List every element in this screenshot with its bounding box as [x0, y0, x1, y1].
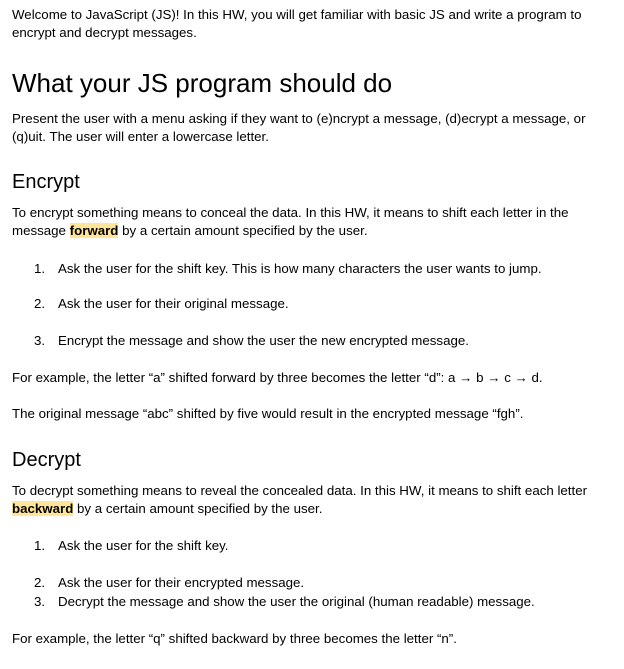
step-text: Ask the user for their encrypted message. — [58, 575, 305, 590]
encrypt-example-2: The original message “abc” shifted by five would result in the encrypted message “fgh”. — [12, 406, 524, 421]
step-text: Decrypt the message and show the user the original (human readable) message. — [58, 594, 535, 609]
decrypt-example-1: For example, the letter “q” shifted backward by three becomes the letter “n”. — [12, 631, 457, 646]
encrypt-example-1: For example, the letter “a” shifted forward by three becomes the letter “d”: a → b → c → d. — [12, 370, 543, 385]
decrypt-description — [12, 482, 612, 518]
intro-paragraph: Welcome to JavaScript (JS)! In this HW, you will get familiar with basic JS and write a program to encrypt and decrypt messages. — [12, 7, 582, 40]
step-number: 1. — [34, 261, 46, 276]
step-number: 2. — [34, 575, 46, 590]
encrypt-desc-end: by a certain amount specified by the user. — [118, 223, 368, 238]
menu-paragraph: Present the user with a menu asking if they want to (e)ncrypt a message, (d)ecrypt a message, or (q)uit. The user will enter a lowercase letter. — [12, 111, 586, 144]
decrypt-step-3 — [34, 593, 604, 611]
encrypt-step-3 — [34, 332, 604, 350]
decrypt-heading: Decrypt — [12, 449, 81, 471]
decrypt-step-2 — [34, 574, 604, 592]
encrypt-description — [12, 204, 612, 240]
decrypt-desc-text: To decrypt something means to reveal the concealed data. In this HW, it means to shift each letter — [12, 483, 588, 498]
encrypt-heading: Encrypt — [12, 171, 80, 193]
decrypt-step-1 — [34, 537, 604, 555]
decrypt-desc-end: by a certain amount specified by the user. — [73, 501, 323, 516]
step-number: 3. — [34, 594, 46, 609]
step-number: 3. — [34, 333, 46, 348]
step-number: 2. — [34, 296, 46, 311]
section-heading: What your JS program should do — [12, 68, 393, 98]
step-text: Ask the user for the shift key. — [58, 538, 229, 553]
step-text: Encrypt the message and show the user the new encrypted message. — [58, 333, 469, 348]
step-number: 1. — [34, 538, 46, 553]
forward-highlight: forward — [69, 223, 119, 238]
encrypt-desc-text: To encrypt something means to conceal the data. In this HW, it means to shift each letter in the message — [12, 205, 569, 238]
step-text: Ask the user for their original message. — [58, 296, 289, 311]
backward-highlight: backward — [12, 501, 74, 516]
encrypt-step-2 — [34, 295, 604, 313]
step-text: Ask the user for the shift key. This is how many characters the user wants to jump. — [58, 261, 542, 276]
encrypt-step-1 — [34, 260, 604, 278]
